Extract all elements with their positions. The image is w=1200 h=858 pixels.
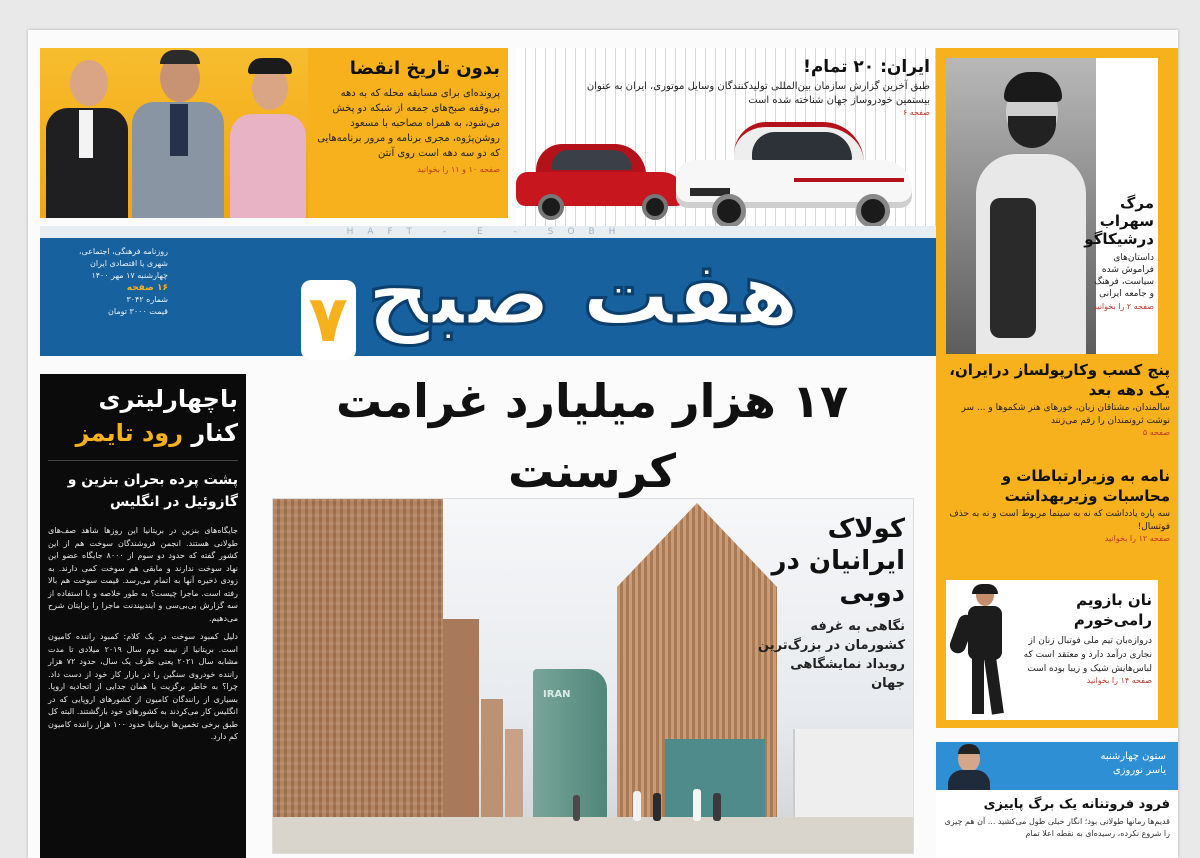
goalkeeper-ref: صفحه ۱۴ را بخوانید xyxy=(1086,676,1152,685)
main-headline: ۱۷ هزار میلیارد غرامت کرسنت xyxy=(335,374,849,498)
newspaper-page xyxy=(28,30,1178,858)
car-news-ref: صفحه ۶ xyxy=(902,108,930,117)
thames-para1: جایگاه‌های بنزین در بریتانیا این روزها شاهد صف‌های طولانی هستند. انجمن فروشندگان سوخت هم از این کشور گفته که حدود دو سوم از ۸۰۰۰ جایگاه عضو این نهاد سوخت ندارند و مابقی هم سوخت کمی دارند. به زودی ذخیره آنها به اتمام می‌رسد. قیمت سوخت هم بالا رفته است. ماجرا چیست؟ به طور خلاصه و با استفاده از سه گزارش بی‌بی‌سی و ایندیپندنت ماجرا را برایتان شرح می‌دهیم. xyxy=(48,526,238,623)
thames-title-line2b: رود تایمز xyxy=(75,419,184,447)
opinion-title: فرود فروتنانه یک برگ پاییزی xyxy=(983,797,1170,812)
sohrab-ref: صفحه ۲ را بخوانید xyxy=(1093,302,1154,311)
story-business-body: سالمندان، مشتاقان زبان، خورهای هنر شکموها و ... سر نوشت ثروتمندان را رقم می‌زنند xyxy=(961,403,1170,426)
top-left-feature-box[interactable] xyxy=(40,48,508,218)
sohrab-body: داستان‌های فراموش شده سیاست، فرهنگ و جامعه ایرانی xyxy=(1094,253,1154,299)
expo-sign: IRAN xyxy=(543,689,571,700)
masthead-info xyxy=(48,246,168,318)
thames-para2: دلیل کمبود سوخت در یک کلام: کمبود راننده کامیون است. بریتانیا از نیمه دوم سال ۲۰۱۹ میلادی تا مدت مشابه سال ۲۰۲۱ یعنی ظرف یک سال، حدود ۷۲ هزار راننده خودروی سنگین را در بازار کار خود از دست داد. چرا؟ به خاطر برگزیت یا همان جدایی از اتحادیه اروپا. بسیاری از رانندگان کامیون از کشورهای اروپایی که در انگلیس کار می‌کردند به کشورهای خود بازگشتند. البته کل طبق برخی تخمین‌ها بریتانیا حدود ۱۰۰ هزار راننده کامیون کم دارد. xyxy=(48,632,238,741)
thames-title-line2a: کنار xyxy=(191,419,238,447)
opinion-label: ستون چهارشنبه xyxy=(1100,751,1166,762)
goalkeeper-body: دروازه‌بان تیم ملی فوتبال زنان از نجاری درآمد دارد و معتقد است که لباس‌هایش شیک و زیبا بوده است xyxy=(1023,636,1152,674)
white-car-image xyxy=(676,122,916,230)
feature-title: بدون تاریخ انقضا xyxy=(349,58,500,79)
feature-ref: صفحه ۱۰ و ۱۱ را بخوانید xyxy=(417,165,500,174)
sohrab-photo xyxy=(946,58,1096,354)
car-news-title: ایران: ۲۰ تمام! xyxy=(803,57,930,77)
presenters-photo xyxy=(40,48,308,218)
masthead-english: HAFT - E - SOBH xyxy=(40,226,936,238)
expo-photo-box[interactable] xyxy=(272,498,914,854)
logo-number: ۷ xyxy=(301,280,356,360)
masthead-pages: ۱۶ صفحه xyxy=(126,283,168,293)
story-business-ref: صفحه ۵ xyxy=(1142,428,1170,437)
masthead xyxy=(40,226,936,356)
thames-subtitle: پشت پرده بحران بنزین و گازوئیل در انگلیس xyxy=(48,460,238,513)
opinion-header xyxy=(936,742,1178,790)
story-letter-title: نامه به وزیرارتباطات و محاسبات وزیربهداشت xyxy=(1001,467,1170,505)
masthead-issue: شماره ۳۰۴۲ xyxy=(126,295,168,304)
masthead-info-line1: روزنامه فرهنگی، اجتماعی، xyxy=(78,247,168,256)
masthead-info-line2: شهری یا اقتصادی ایران xyxy=(90,259,168,268)
thames-title-line1: باچهارلیتری xyxy=(98,385,238,413)
goalkeeper-box[interactable] xyxy=(946,580,1158,720)
opinion-author: یاسر نوروزی xyxy=(1112,765,1166,776)
expo-body: نگاهی به غرفه کشورمان در بزرگ‌ترین رویداد نمایشگاهی جهان xyxy=(758,619,905,691)
story-letter[interactable] xyxy=(946,466,1170,543)
opinion-body: قدیم‌ها رمانها طولانی بود؛ انگار خیلی طول می‌کشید ... آن هم چیزی را شروع نکرده، رسیده‌ای به نقطه اعلا تمام xyxy=(944,817,1170,838)
right-column-box xyxy=(936,48,1178,728)
car-news-box[interactable] xyxy=(516,48,936,226)
masthead-logo[interactable] xyxy=(280,240,820,357)
story-letter-body: سه پاره یادداشت که نه به سینما مربوط است و نه به حذف فوتسال! xyxy=(949,509,1170,532)
masthead-date: چهارشنبه ۱۷ مهر ۱۴۰۰ xyxy=(91,271,168,280)
opinion-column[interactable] xyxy=(936,742,1178,858)
left-black-column[interactable] xyxy=(40,374,246,858)
story-letter-ref: صفحه ۱۲ را بخوانید xyxy=(1104,534,1170,543)
red-car-image xyxy=(512,144,692,224)
story-business-title: پنج کسب وکارپولساز درایران، یک دهه بعد xyxy=(949,361,1170,399)
expo-title: کولاک ایرانیان در دوبی xyxy=(771,514,905,608)
author-avatar xyxy=(946,744,992,790)
masthead-price: قیمت ۳۰۰۰ تومان xyxy=(108,307,168,316)
goalkeeper-title: نان بازویم رامی‌خورم xyxy=(1073,591,1152,629)
feature-body: پرونده‌ای برای مسابقه محله که به دهه بی‌وقفه صبح‌های جمعه از شبکه دو پخش می‌شود، به همراه مصاحبه با مسعود روشن‌پژوه، مجری برنامه و مرور برنامه‌هایی که دو سه دهه است روی آنتن xyxy=(317,88,500,159)
logo-text: هفت صبح xyxy=(366,242,800,345)
sohrab-title: مرگ سهراب درشیکاگو xyxy=(1084,194,1154,248)
goalkeeper-photo xyxy=(950,584,1020,716)
car-news-body: طبق آخرین گزارش سازمان بین‌المللی تولیدکنندگان وسایل موتوری، ایران به عنوان بیستمین خودروساز جهان شناخته شده است xyxy=(586,81,930,106)
sohrab-photo-box[interactable] xyxy=(946,58,1158,354)
story-business[interactable] xyxy=(946,360,1170,437)
